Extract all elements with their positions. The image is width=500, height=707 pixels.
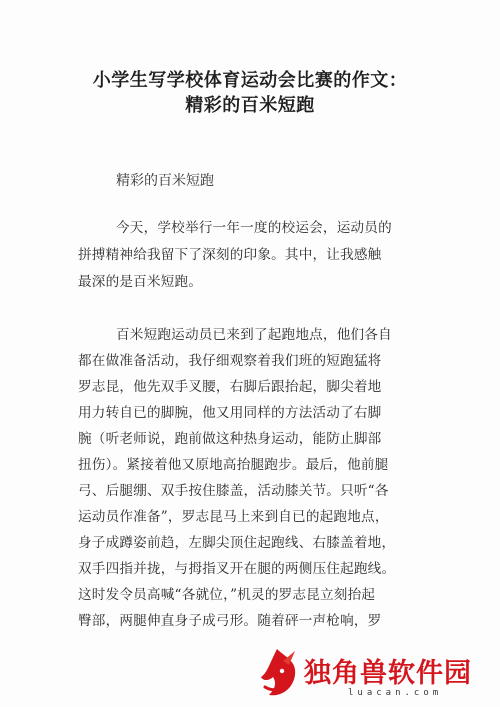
paragraph-2-line: 臀部，两腿伸直身子成弓形。随着砰一声枪响，罗: [78, 613, 382, 629]
paragraph-1-line: 最深的是百米短跑。: [78, 274, 203, 290]
paragraph-1-line: 今天，学校举行一年一度的校运会，运动员的: [116, 220, 392, 236]
paragraph-1-line: 拼搏精神给我留下了深刻的印象。其中，让我感触: [78, 247, 382, 263]
paragraph-2-line: 弓、后腿绷、双手按住膝盖，活动膝关节。只听“各: [78, 483, 389, 499]
paragraph-2-line: 这时发令员高喊“各就位，”机灵的罗志昆立刻抬起: [78, 587, 376, 603]
paragraph-2-line: 百米短跑运动员已来到了起跑地点，他们各自: [116, 327, 392, 343]
unicorn-logo-icon: [255, 647, 301, 701]
paragraph-2-line: 腕（听老师说，跑前做这种热身运动，能防止脚部: [78, 431, 382, 447]
watermark-domain: luacan.com: [348, 688, 443, 698]
paragraph-2-line: 都在做准备活动，我仔细观察着我们班的短跑猛将: [78, 353, 382, 369]
paragraph-2-line: 运动员作准备”，罗志昆马上来到自已的起跑地点，: [78, 509, 389, 525]
article-title-line-2: 精彩的百米短跑: [185, 95, 315, 116]
site-watermark: [250, 645, 500, 707]
paragraph-2-line: 扭伤）。紧接着他又原地高抬腿跑步。最后，他前腿: [78, 457, 389, 473]
paragraph-2-line: 用力转自已的脚腕，他又用同样的方法活动了右脚: [78, 405, 382, 421]
paragraph-2-line: 双手四指并拢，与拇指叉开在腿的两侧压住起跑线。: [78, 561, 396, 577]
paragraph-2-line: 身子成蹲姿前趋，左脚尖顶住起跑线、右膝盖着地，: [78, 535, 396, 551]
article-subheading: 精彩的百米短跑: [116, 173, 214, 189]
article-title-line-1: 小学生写学校体育运动会比赛的作文：: [92, 70, 408, 91]
watermark-brand: 独角兽软件园: [304, 658, 472, 689]
paragraph-2-line: 罗志昆，他先双手叉腰，右脚后跟抬起，脚尖着地: [78, 379, 382, 395]
